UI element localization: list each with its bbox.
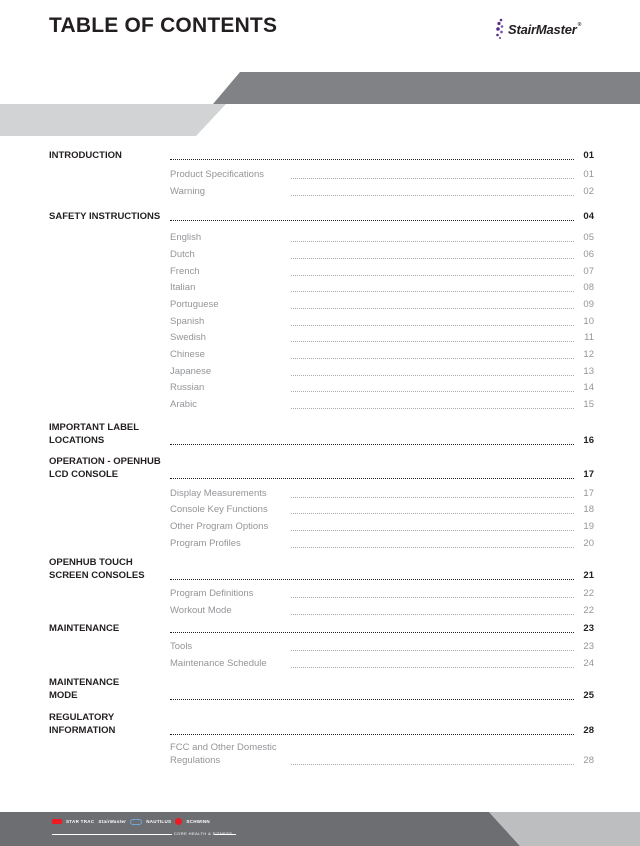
subsection-page-number[interactable]: 24 [583, 658, 594, 669]
subsection-title[interactable]: Maintenance Schedule [170, 658, 267, 669]
subsection-page-number[interactable]: 15 [583, 399, 594, 410]
section-page-number[interactable]: 23 [583, 623, 594, 634]
subsection-page-number[interactable]: 10 [583, 316, 594, 327]
subsection-title[interactable]: Display Measurements [170, 488, 267, 499]
dot-leader [291, 587, 574, 598]
subsection-page-number[interactable]: 22 [583, 588, 594, 599]
footer-logo-stairmaster: StairMaster [98, 819, 127, 824]
section-page-number[interactable]: 28 [583, 725, 594, 736]
section-title[interactable]: OPENHUB TOUCH [49, 557, 133, 568]
subsection-page-number[interactable]: 11 [584, 332, 594, 343]
dot-leader [291, 298, 574, 309]
dot-leader [291, 520, 574, 531]
section-title[interactable]: INTRODUCTION [49, 150, 122, 161]
subsection-page-number[interactable]: 09 [583, 299, 594, 310]
subsection-page-number[interactable]: 13 [583, 366, 594, 377]
subsection-title[interactable]: Chinese [170, 349, 205, 360]
section-title[interactable]: SCREEN CONSOLES [49, 570, 145, 581]
dot-leader [291, 168, 574, 179]
section-page-number[interactable]: 04 [583, 211, 594, 222]
section-title[interactable]: MAINTENANCE [49, 677, 120, 688]
subsection-title[interactable]: Tools [170, 641, 193, 652]
section-page-number[interactable]: 25 [583, 690, 594, 701]
subsection-page-number[interactable]: 07 [583, 266, 594, 277]
subsection-page-number[interactable]: 14 [583, 382, 594, 393]
dot-leader [291, 315, 574, 326]
subsection-title[interactable]: Other Program Options [170, 521, 269, 532]
section-title[interactable]: LCD CONSOLE [49, 469, 119, 480]
footer-brand-logos [52, 818, 210, 825]
subsection-page-number[interactable]: 18 [583, 504, 594, 515]
subsection-title[interactable]: Swedish [170, 332, 206, 343]
dot-leader [170, 569, 574, 580]
dot-leader [291, 754, 574, 765]
footer-logo-star-trac: STAR TRAC [66, 819, 95, 824]
dot-leader [291, 185, 574, 196]
subsection-page-number[interactable]: 19 [583, 521, 594, 532]
dot-leader [291, 487, 574, 498]
section-title[interactable]: OPERATION - OPENHUB [49, 456, 161, 467]
subsection-title[interactable]: Program Profiles [170, 538, 241, 549]
subsection-page-number[interactable]: 12 [583, 349, 594, 360]
schwinn-icon [175, 818, 182, 825]
subsection-title[interactable]: Console Key Functions [170, 504, 268, 515]
subsection-page-number[interactable]: 08 [583, 282, 594, 293]
dot-leader [291, 331, 574, 342]
dot-leader [170, 724, 574, 735]
section-title[interactable]: SAFETY INSTRUCTIONS [49, 211, 161, 222]
subsection-title[interactable]: Russian [170, 382, 205, 393]
subsection-page-number[interactable]: 02 [583, 186, 594, 197]
section-title[interactable]: LOCATIONS [49, 435, 105, 446]
subsection-page-number[interactable]: 28 [583, 755, 594, 766]
subsection-title[interactable]: Portuguese [170, 299, 219, 310]
dot-leader [291, 265, 574, 276]
subsection-page-number[interactable]: 23 [583, 641, 594, 652]
subsection-page-number[interactable]: 20 [583, 538, 594, 549]
footer-rule-right [214, 834, 236, 835]
subsection-page-number[interactable]: 01 [583, 169, 594, 180]
dot-leader [291, 398, 574, 409]
dot-leader [291, 348, 574, 359]
dot-leader [291, 604, 574, 615]
section-title[interactable]: IMPORTANT LABEL [49, 422, 140, 433]
subsection-title[interactable]: Spanish [170, 316, 205, 327]
subsection-title[interactable]: French [170, 266, 200, 277]
section-title[interactable]: MODE [49, 690, 78, 701]
section-title[interactable]: REGULATORY [49, 712, 115, 723]
brand-name: StairMaster® [508, 21, 582, 37]
dot-leader [170, 434, 574, 445]
dot-leader [291, 657, 574, 668]
subsection-title[interactable]: Workout Mode [170, 605, 232, 616]
dot-leader [291, 281, 574, 292]
subsection-title[interactable]: English [170, 232, 202, 243]
subsection-title[interactable]: Italian [170, 282, 196, 293]
section-page-number[interactable]: 01 [583, 150, 594, 161]
dot-leader [170, 622, 574, 633]
dot-leader [291, 640, 574, 651]
subsection-page-number[interactable]: 05 [583, 232, 594, 243]
nautilus-icon [130, 819, 142, 825]
footer-logo-schwinn: SCHWINN [186, 819, 210, 824]
section-page-number[interactable]: 17 [583, 469, 594, 480]
dot-leader [170, 149, 574, 160]
dot-leader [291, 248, 574, 259]
subsection-title[interactable]: Warning [170, 186, 206, 197]
subsection-title[interactable]: FCC and Other Domestic [170, 742, 277, 753]
subsection-title[interactable]: Arabic [170, 399, 197, 410]
dot-leader [291, 231, 574, 242]
page-title: TABLE OF CONTENTS [49, 14, 278, 37]
section-title[interactable]: MAINTENANCE [49, 623, 120, 634]
subsection-page-number[interactable]: 22 [583, 605, 594, 616]
subsection-page-number[interactable]: 06 [583, 249, 594, 260]
dot-leader [291, 503, 574, 514]
subsection-title[interactable]: Dutch [170, 249, 195, 260]
footer-logo-nautilus: NAUTILUS [146, 819, 172, 824]
footer-tagline: CORE HEALTH & FITNESS [174, 831, 233, 836]
subsection-page-number[interactable]: 17 [583, 488, 594, 499]
dot-leader [291, 537, 574, 548]
section-title[interactable]: INFORMATION [49, 725, 116, 736]
subsection-title[interactable]: Program Definitions [170, 588, 254, 599]
subsection-title[interactable]: Product Specifications [170, 169, 264, 180]
dot-leader [291, 365, 574, 376]
section-page-number[interactable]: 16 [583, 435, 594, 446]
dot-leader [291, 381, 574, 392]
dot-leader [170, 210, 574, 221]
subsection-title[interactable]: Regulations [170, 755, 221, 766]
dot-leader [170, 468, 574, 479]
subsection-title[interactable]: Japanese [170, 366, 212, 377]
section-page-number[interactable]: 21 [583, 570, 594, 581]
dot-leader [170, 689, 574, 700]
star-trac-icon [52, 819, 62, 824]
footer-rule [52, 834, 172, 835]
